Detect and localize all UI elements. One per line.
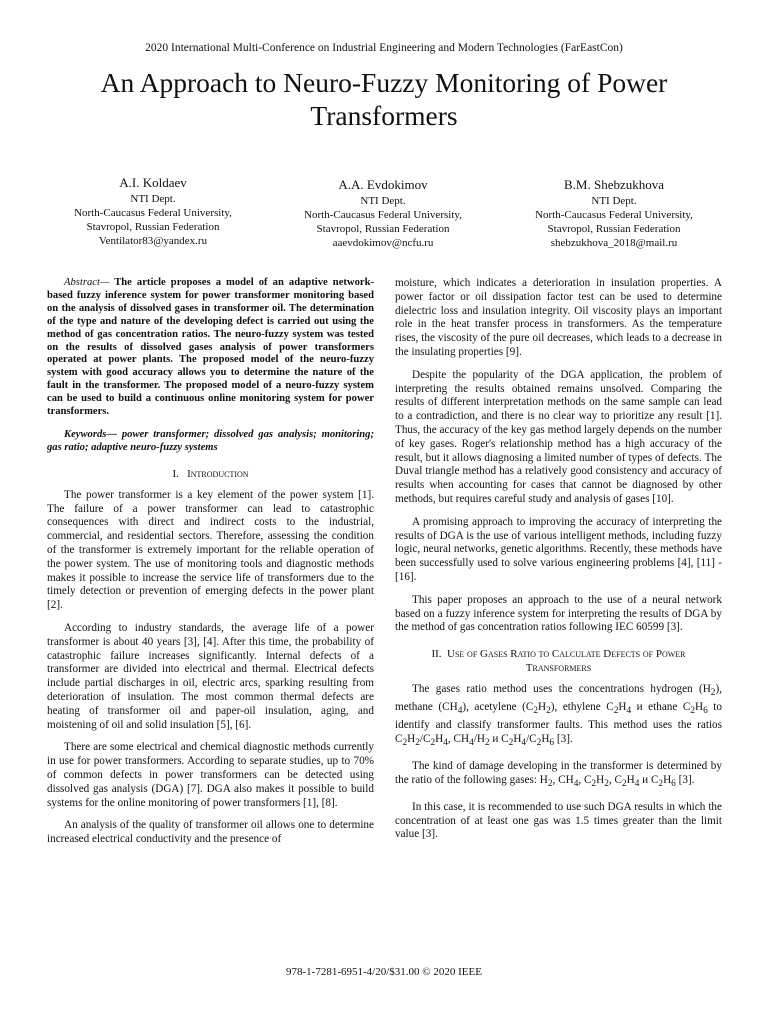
body-paragraph: There are some electrical and chemical diagnostic methods currently in use for power transformers. According to separate studies, up to 70% of common defects in power transformers can be detected using dissolved gas analysis (DGA) [7]. DGA also makes it possible to build systems for the online monitoring of power transformers [1], [8].	[47, 741, 374, 809]
author-dept: NTI Dept.	[360, 195, 406, 207]
body-paragraph: This paper proposes an approach to the use of a neural network based on a fuzzy inference system for interpreting the results of DGA by the method of gas concentration ratios following IEC 60599 [3].	[395, 593, 722, 634]
body-paragraph-gases: The gases ratio method uses the concentrations hydrogen $(H_2)$, methane $(CH_4)$, acetylene $(C_2H_2)$, ethylene $C_2H_4$ и ethane $C_2H_6$ to identify and classify transformer faults. This method uses the ratios $C_2H_2/C_2H_4$, $CH_4/H_2$ и $C_2H_4/C_2H_6$ [3].	[395, 683, 722, 749]
author-block-1	[38, 174, 268, 248]
author-university: North-Caucasus Federal University,	[74, 207, 232, 219]
right-column	[395, 277, 722, 851]
keywords-label: Keywords	[64, 428, 107, 440]
conference-header: 2020 International Multi-Conference on Industrial Engineering and Modern Technologies (FarEastCon)	[145, 42, 623, 54]
paper-title: An Approach to Neuro-Fuzzy Monitoring of Power Transformers	[100, 67, 668, 131]
author-location: Stavropol, Russian Federation	[547, 223, 681, 235]
left-column	[47, 277, 374, 856]
author-university: North-Caucasus Federal University,	[535, 209, 693, 221]
author-block-2	[268, 176, 498, 250]
section-title: Introduction	[187, 467, 249, 480]
keywords: Keywords— power transformer; dissolved gas analysis; monitoring; gas ratio; adaptive neuro-fuzzy systems	[47, 428, 374, 453]
section-title-line2: Transformers	[525, 662, 592, 675]
author-dept: NTI Dept.	[591, 195, 637, 207]
footer-copyright: 978-1-7281-6951-4/20/$31.00 © 2020 IEEE	[286, 966, 482, 978]
body-paragraph: A promising approach to improving the accuracy of interpreting the results of DGA is the use of various intelligent methods, including fuzzy logic, neural networks, genetic algorithms. Recently, these methods have been successfully used to solve various engineering problems [4], [11] - [16].	[395, 515, 722, 583]
abstract-text: The article proposes a model of an adaptive network-based fuzzy inference system for power transformer monitoring based on the analysis of dissolved gases in transformer oil. The determination of the type and nature of the developing defect is carried out using the method of gas concentration ratios. The neuro-fuzzy system was tested on the results of dissolved gases analysis of power transformers operated at power plants. The proposed model of the neuro-fuzzy system with good accuracy allows you to determine the nature of the fault in the transformer. The proposed model of a neuro-fuzzy system can be used to build a continuous online monitoring system for power transformers.	[47, 277, 374, 418]
body-paragraph: According to industry standards, the average life of a power transformer is about 40 years [3], [4]. After this time, the probability of catastrophic failure increases significantly. Internal defects of a transformer are divided into electrical and thermal. Electrical defects include partial discharges in oil, electric arcs, sparking resulting from deterioration of insulation. The most common thermal defects are heating of transformer oil and paper-oil insulation, aging, and moistening of oil and solid insulation [5], [6].	[47, 621, 374, 731]
section-title-line1: Use of Gases Ratio to Calculate Defects of Power	[447, 648, 686, 661]
body-paragraph: An analysis of the quality of transformer oil allows one to determine increased electrical conductivity and the presence of	[47, 819, 374, 846]
section-number: II.	[431, 648, 442, 661]
body-paragraph: moisture, which indicates a deterioration in insulation properties. A power factor or oil dissipation factor test can be used to determine dielectric loss and insulation integrity. Oil viscosity plays an important role in the heat transfer process in transformers. As the temperature rises, the viscosity of the pure oil decreases, which leads to a decrease in the insulating properties [9].	[395, 277, 722, 358]
author-name: A.I. Koldaev	[119, 175, 187, 190]
section-number: I.	[172, 467, 179, 480]
body-paragraph: In this case, it is recommended to use such DGA results in which the concentration of at least one gas was 1.5 times greater than the limit value [3].	[395, 800, 722, 841]
abstract-dash: —	[99, 277, 110, 288]
author-email[interactable]: shebzukhova_2018@mail.ru	[550, 237, 678, 249]
abstract	[47, 277, 374, 419]
author-location: Stavropol, Russian Federation	[316, 223, 450, 235]
keywords-text: power transformer; dissolved gas analysis; monitoring; gas ratio; adaptive neuro-fuzzy systems	[47, 428, 374, 453]
section-heading-2	[395, 647, 722, 675]
author-email[interactable]: aaevdokimov@ncfu.ru	[332, 237, 434, 249]
body-paragraph: The power transformer is a key element of the power system [1]. The failure of a power transformer can lead to catastrophic consequences with direct and indirect costs to the industrial, commercial, and residential sectors. Therefore, assessing the condition of the transformer is extremely important for the reliable operation of the power system. The use of monitoring tools and diagnostic methods makes it possible to increase the service life of transformers due to the timely detection or prevention of emerging defects in the power plant [2].	[47, 488, 374, 612]
abstract-label: Abstract	[64, 277, 100, 288]
section-heading-1	[47, 467, 374, 481]
author-university: North-Caucasus Federal University,	[304, 209, 462, 221]
author-name: B.M. Shebzukhova	[563, 177, 665, 192]
body-paragraph: Despite the popularity of the DGA application, the problem of interpreting the results obtained remains unsolved. Comparing the results of different interpretation methods on the same sample can lead to a contradiction, and there is no clear way to prioritize any result [1]. Thus, the accuracy of the key gas method largely depends on the number of key gases. Roger's relationship method has a high accuracy of the result, but it allows diagnosing a limited number of types of defects. The Duval triangle method has a relatively good consistency and accuracy of results when accounting for cases that cannot be diagnosed by other methods, but requires careful study and analysis of gases [10].	[395, 368, 722, 505]
author-email[interactable]: Ventilator83@yandex.ru	[98, 235, 208, 247]
author-block-3	[499, 176, 729, 250]
author-location: Stavropol, Russian Federation	[86, 221, 220, 233]
body-paragraph-ratio: The kind of damage developing in the transformer is determined by the ratio of the following gases: $H_2$, $CH_4$, $C_2H_2$, $C_2H_4$ и $C_2H_6$ [3].	[395, 760, 722, 790]
author-dept: NTI Dept.	[130, 193, 176, 205]
author-name: A.A. Evdokimov	[338, 177, 428, 192]
